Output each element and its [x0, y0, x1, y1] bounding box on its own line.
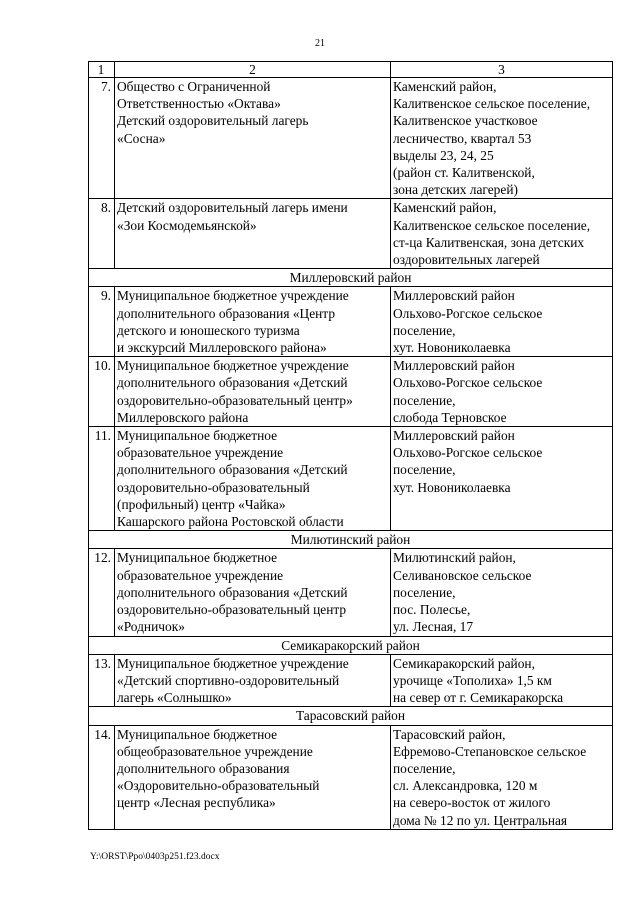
district-header-row — [89, 531, 613, 549]
institution-name-line: дополнительного образования — [117, 760, 290, 776]
table-row — [89, 287, 613, 357]
address-line: хут. Новониколаевка — [393, 479, 511, 495]
institution-name-line: Муниципальное бюджетное — [117, 726, 278, 742]
table-row — [89, 549, 613, 636]
address-line: Калитвенское сельское поселение, — [393, 217, 591, 233]
institution-name-line: общеобразовательное учреждение — [117, 743, 313, 759]
address-line: Ольхово-Рогское сельское — [393, 375, 543, 391]
district-name: Семикаракорский район — [89, 636, 613, 654]
address-line: выделы 23, 24, 25 — [393, 147, 494, 163]
address-cell — [391, 357, 613, 427]
header-col1: 1 — [89, 62, 115, 78]
address-cell — [391, 287, 613, 357]
address-line: ст-ца Калитвенская, зона детских — [393, 234, 585, 250]
institution-name-cell — [115, 725, 391, 829]
row-number: 13. — [89, 654, 115, 707]
address-line: поселение, — [393, 322, 456, 338]
institution-name-line: Муниципальное бюджетное — [117, 550, 278, 566]
institution-name-line: оздоровительно-образовательный — [117, 479, 310, 495]
institution-name-cell — [115, 199, 391, 269]
address-line: ул. Лесная, 17 — [393, 619, 474, 635]
row-number: 14. — [89, 725, 115, 829]
page-number: 21 — [315, 38, 325, 49]
institutions-table — [88, 61, 613, 830]
address-line: Каменский район, — [393, 79, 497, 94]
institution-name-line: Муниципальное бюджетное учреждение — [117, 358, 349, 374]
district-header-row — [89, 636, 613, 654]
address-line: (район ст. Калитвенской, — [393, 165, 535, 181]
address-line: дома № 12 по ул. Центральная — [393, 812, 568, 828]
institution-name-line: дополнительного образования «Детский — [117, 584, 348, 600]
address-line: поселение, — [393, 584, 456, 600]
row-number: 12. — [89, 549, 115, 636]
institution-name-line: Муниципальное бюджетное учреждение — [117, 655, 349, 671]
institution-name-line: Кашарского района Ростовской области — [117, 514, 344, 530]
address-line: урочище «Тополиха» 1,5 км — [393, 672, 552, 688]
row-number: 11. — [89, 427, 115, 531]
address-line: поселение, — [393, 462, 456, 478]
table-row — [89, 357, 613, 427]
institution-name-cell — [115, 287, 391, 357]
address-cell — [391, 725, 613, 829]
institution-name-line: Общество с Ограниченной — [117, 79, 271, 94]
institution-name-line: центр «Лесная республика» — [117, 795, 276, 811]
address-line: лесничество, квартал 53 — [393, 130, 532, 146]
institution-name-line: дополнительного образования «Детский — [117, 462, 348, 478]
institution-name-line: «Зои Космодемьянской» — [117, 217, 257, 233]
table-row — [89, 199, 613, 269]
address-line: сл. Александровка, 120 м — [393, 778, 538, 794]
header-col2: 2 — [115, 62, 391, 78]
institution-name-line: и экскурсий Миллеровского района» — [117, 340, 327, 356]
district-name: Миллеровский район — [89, 269, 613, 287]
table-row — [89, 78, 613, 199]
table-header-row — [89, 62, 613, 78]
table-row — [89, 725, 613, 829]
address-line: оздоровительных лагерей — [393, 252, 540, 268]
address-line: хут. Новониколаевка — [393, 340, 511, 356]
district-name: Милютинский район — [89, 531, 613, 549]
address-cell — [391, 654, 613, 707]
district-name: Тарасовский район — [89, 707, 613, 725]
address-line: на северо-восток от жилого — [393, 795, 551, 811]
institution-name-cell — [115, 549, 391, 636]
institution-name-line: Детский оздоровительный лагерь имени — [117, 200, 348, 216]
institution-name-cell — [115, 78, 391, 199]
address-line: Тарасовский район, — [393, 726, 506, 742]
row-number: 8. — [89, 199, 115, 269]
address-line: поселение, — [393, 392, 456, 408]
address-line: Семикаракорский район, — [393, 655, 535, 671]
header-col3: 3 — [391, 62, 613, 78]
address-line: слобода Терновское — [393, 409, 507, 425]
institution-name-line: Муниципальное бюджетное — [117, 428, 278, 444]
table-row — [89, 654, 613, 707]
row-number: 7. — [89, 78, 115, 199]
address-line: Миллеровский район — [393, 358, 515, 374]
address-line: Ольхово-Рогское сельское — [393, 445, 543, 461]
district-header-row — [89, 707, 613, 725]
institution-name-line: «Детский спортивно-оздоровительный — [117, 672, 340, 688]
institution-name-line: «Родничок» — [117, 619, 185, 635]
institution-name-line: «Сосна» — [117, 130, 166, 146]
address-cell — [391, 78, 613, 199]
address-line: зона детских лагерей) — [393, 182, 518, 198]
table-row — [89, 427, 613, 531]
institution-name-line: «Оздоровительно-образовательный — [117, 778, 320, 794]
address-line: Ефремово-Степановское сельское — [393, 743, 587, 759]
institution-name-line: образовательное учреждение — [117, 567, 284, 583]
address-line: Калитвенское сельское поселение, — [393, 96, 591, 112]
address-line: Милютинский район, — [393, 550, 516, 566]
institution-name-cell — [115, 654, 391, 707]
address-line: Ольхово-Рогское сельское — [393, 305, 543, 321]
address-line: пос. Полесье, — [393, 602, 471, 618]
file-path-footer: Y:\ORST\Ppo\0403p251.f23.docx — [90, 852, 220, 862]
institution-name-line: оздоровительно-образовательный центр» — [117, 392, 353, 408]
address-cell — [391, 427, 613, 531]
institution-name-line: Миллеровского района — [117, 409, 249, 425]
row-number: 10. — [89, 357, 115, 427]
institution-name-cell — [115, 357, 391, 427]
address-line: Миллеровский район — [393, 288, 515, 304]
institution-name-line: детского и юношеского туризма — [117, 322, 300, 338]
institution-name-line: Детский оздоровительный лагерь — [117, 113, 309, 129]
address-line: Селивановское сельское — [393, 567, 532, 583]
address-line: поселение, — [393, 760, 456, 776]
address-cell — [391, 199, 613, 269]
institution-name-line: (профильный) центр «Чайка» — [117, 496, 286, 512]
institution-name-line: оздоровительно-образовательный центр — [117, 602, 347, 618]
institution-name-line: лагерь «Солнышко» — [117, 690, 232, 706]
institution-name-cell — [115, 427, 391, 531]
institution-name-line: Ответственностью «Октава» — [117, 96, 281, 112]
row-number: 9. — [89, 287, 115, 357]
address-line: Каменский район, — [393, 200, 497, 216]
institution-name-line: образовательное учреждение — [117, 445, 284, 461]
institution-name-line: дополнительного образования «Детский — [117, 375, 348, 391]
district-header-row — [89, 269, 613, 287]
institution-name-line: дополнительного образования «Центр — [117, 305, 336, 321]
address-cell — [391, 549, 613, 636]
address-line: на север от г. Семикаракорска — [393, 690, 564, 706]
address-line: Калитвенское участковое — [393, 113, 538, 129]
institution-name-line: Муниципальное бюджетное учреждение — [117, 288, 349, 304]
address-line: Миллеровский район — [393, 428, 515, 444]
